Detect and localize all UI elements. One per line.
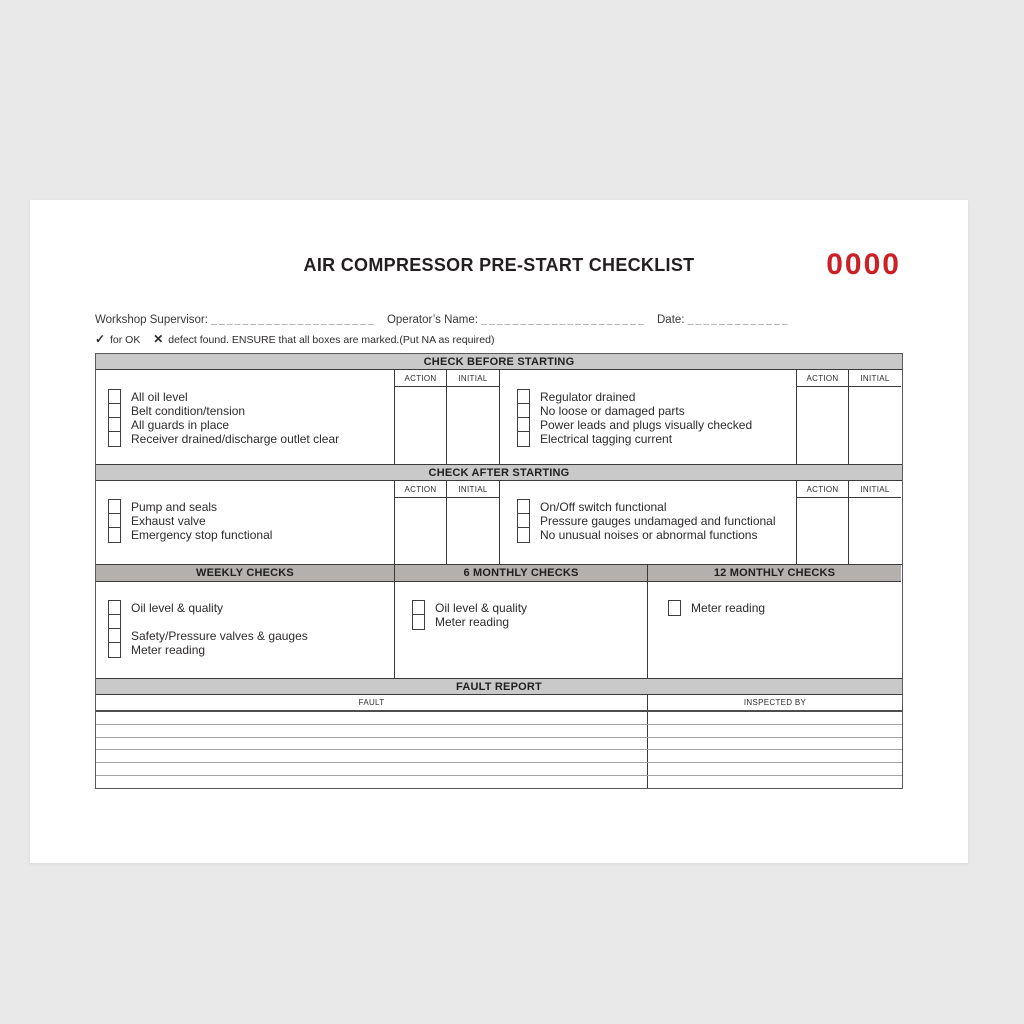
checklist-item-label: Oil level & quality — [435, 600, 528, 615]
weekly-checks-items — [96, 582, 394, 678]
legend-defect — [153, 334, 494, 346]
inspected-by-entry-cell[interactable] — [648, 750, 902, 762]
fault-report-row — [96, 738, 902, 751]
periodic-checks-grid — [96, 582, 902, 679]
after-right-initial-column[interactable] — [848, 481, 901, 564]
checklist-item — [517, 527, 796, 543]
before-right-action-column[interactable] — [796, 370, 848, 464]
initial-column-header: INITIAL — [447, 481, 499, 498]
fault-entry-cell[interactable] — [96, 750, 648, 762]
checklist-item-label: Exhaust valve — [131, 513, 206, 528]
fault-report-row — [96, 712, 902, 725]
field-operator-name-blank[interactable]: _____________________ — [481, 314, 646, 326]
inspected-by-column-header: INSPECTED BY — [743, 698, 807, 707]
before-left-items — [96, 370, 394, 464]
action-column-header: ACTION — [395, 370, 446, 387]
before-left-initial-column[interactable] — [446, 370, 499, 464]
section-header-check-after-starting: CHECK AFTER STARTING — [96, 465, 902, 481]
fault-entry-cell[interactable] — [96, 725, 648, 737]
inspected-by-entry-cell[interactable] — [648, 738, 902, 750]
checklist-item — [108, 527, 394, 543]
checklist-item — [668, 600, 901, 616]
checkbox[interactable] — [412, 614, 425, 630]
field-date — [657, 314, 790, 326]
checklist-item-label: Receiver drained/discharge outlet clear — [131, 431, 340, 446]
fault-report-row — [96, 763, 902, 776]
fault-report-row — [96, 750, 902, 763]
field-workshop-supervisor-label: Workshop Supervisor: — [95, 314, 208, 326]
fault-report-column-headers — [96, 695, 902, 712]
before-right-items — [499, 370, 796, 464]
inspected-by-entry-cell[interactable] — [648, 725, 902, 737]
field-date-blank[interactable]: _____________ — [687, 314, 790, 326]
fault-report-row — [96, 776, 902, 788]
legend-row — [95, 332, 903, 346]
checklist-item-label: Meter reading — [435, 614, 510, 629]
cross-icon: ✕ — [153, 332, 164, 346]
action-column-header: ACTION — [797, 481, 848, 498]
checkbox[interactable] — [517, 431, 530, 447]
checklist-item — [108, 642, 394, 658]
checklist-item-label: Belt condition/tension — [131, 403, 246, 418]
inspected-by-entry-cell[interactable] — [648, 712, 902, 724]
checkbox[interactable] — [108, 431, 121, 447]
fault-entry-cell[interactable] — [96, 712, 648, 724]
checklist-item-label: No loose or damaged parts — [540, 403, 685, 418]
legend-ok-text: for OK — [109, 334, 141, 346]
initial-column-header: INITIAL — [849, 370, 901, 387]
checklist-item-label: On/Off switch functional — [540, 499, 667, 514]
checkbox[interactable] — [517, 527, 530, 543]
fault-entry-cell[interactable] — [96, 776, 648, 788]
after-right-action-column[interactable] — [796, 481, 848, 564]
action-column-header: ACTION — [797, 370, 848, 387]
checklist-item — [108, 431, 394, 447]
after-left-action-column[interactable] — [394, 481, 446, 564]
action-column-header: ACTION — [395, 481, 446, 498]
inspected-by-entry-cell[interactable] — [648, 776, 902, 788]
field-date-label: Date: — [657, 314, 685, 326]
before-right-initial-column[interactable] — [848, 370, 901, 464]
form-number: 0000 — [826, 248, 901, 281]
checklist-item-label: Pump and seals — [131, 499, 218, 514]
section-header-fault-report: FAULT REPORT — [96, 679, 902, 695]
fault-entry-cell[interactable] — [96, 763, 648, 775]
checklist-item-label: No unusual noises or abnormal functions — [540, 527, 758, 542]
checklist-item — [517, 513, 796, 529]
checklist-item-label: Regulator drained — [540, 389, 636, 404]
fault-report-rows — [96, 712, 902, 788]
field-operator-name — [387, 314, 646, 326]
field-operator-name-label: Operator’s Name: — [386, 314, 478, 326]
checkmark-icon: ✓ — [95, 332, 106, 346]
section-header-check-before-starting: CHECK BEFORE STARTING — [96, 354, 902, 370]
fault-entry-cell[interactable] — [96, 738, 648, 750]
checkbox[interactable] — [668, 600, 681, 616]
fault-column-header: FAULT — [96, 695, 648, 710]
checklist-item — [517, 431, 796, 447]
checklist-table — [95, 353, 903, 789]
inspected-by-entry-cell[interactable] — [648, 763, 902, 775]
page-title: AIR COMPRESSOR PRE-START CHECKLIST — [303, 255, 695, 275]
checklist-item-label: All guards in place — [131, 417, 230, 432]
section-header-weekly-checks: WEEKLY CHECKS — [96, 565, 394, 582]
initial-column-header: INITIAL — [447, 370, 499, 387]
after-left-items — [96, 481, 394, 564]
initial-column-header: INITIAL — [849, 481, 901, 498]
check-after-starting-grid — [96, 481, 902, 565]
checklist-document-page — [30, 200, 968, 863]
after-right-items — [499, 481, 796, 564]
checklist-item-label: Electrical tagging current — [540, 431, 673, 446]
title-row — [95, 248, 903, 281]
field-workshop-supervisor — [95, 314, 376, 326]
section-header-12-monthly-checks: 12 MONTHLY CHECKS — [647, 565, 901, 582]
checklist-item — [412, 614, 647, 630]
checklist-item-label: Oil level & quality — [131, 600, 224, 615]
periodic-section-headers — [96, 565, 902, 582]
section-header-6-monthly-checks: 6 MONTHLY CHECKS — [394, 565, 647, 582]
legend-defect-text: defect found. ENSURE that all boxes are marked.(Put NA as required) — [168, 334, 495, 346]
checklist-item-label: Emergency stop functional — [131, 527, 273, 542]
checklist-item-label: Meter reading — [691, 600, 766, 615]
after-left-initial-column[interactable] — [446, 481, 499, 564]
12-monthly-checks-items — [647, 582, 901, 678]
legend-ok — [95, 334, 143, 346]
checklist-item-label: Meter reading — [131, 642, 206, 657]
header-fields-row — [95, 314, 903, 326]
field-workshop-supervisor-blank[interactable]: _____________________ — [211, 314, 376, 326]
checklist-item-label: All oil level — [131, 389, 188, 404]
checklist-item-label: Pressure gauges undamaged and functional — [540, 513, 776, 528]
before-left-action-column[interactable] — [394, 370, 446, 464]
fault-report-row — [96, 725, 902, 738]
6-monthly-checks-items — [394, 582, 647, 678]
checkbox[interactable] — [108, 642, 121, 658]
check-before-starting-grid — [96, 370, 902, 465]
checklist-item-label: Power leads and plugs visually checked — [540, 417, 753, 432]
checklist-item-label: Safety/Pressure valves & gauges — [131, 628, 308, 643]
checkbox[interactable] — [108, 527, 121, 543]
